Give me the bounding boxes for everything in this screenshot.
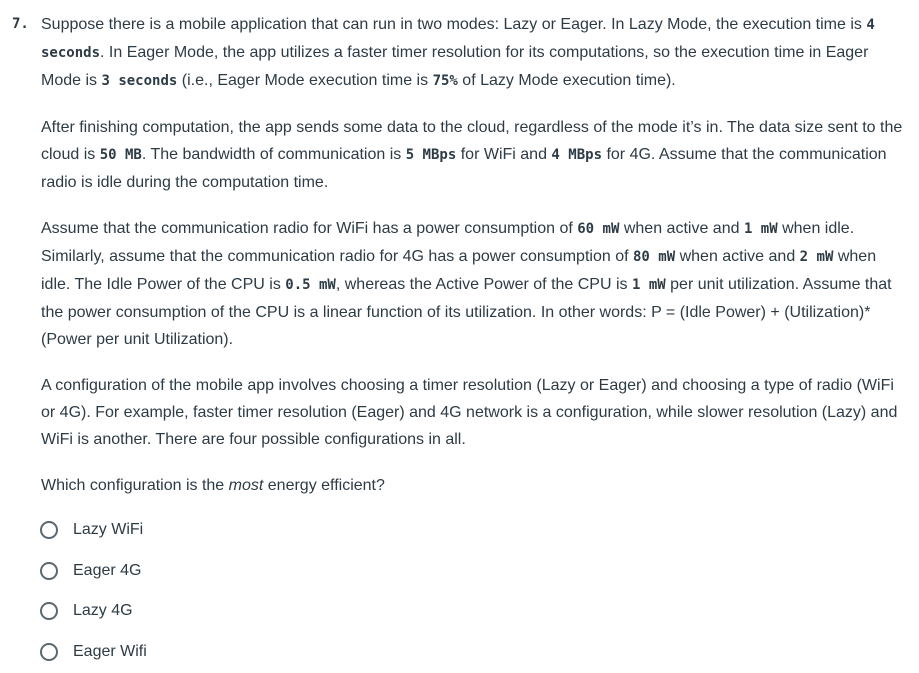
text-span: per unit utilization. Assume that the power consumption of the CPU is a linear function of its utilization. In other words: P = (Idle Power) + (Utilization)*(Power per unit Utilization). <box>41 276 892 348</box>
text-span: when active and <box>619 220 744 237</box>
question-prompt <box>41 472 903 499</box>
text-span: After finishing computation, the app sends some data to the cloud, regardless of the mode it’s in. The data size sent to the cloud is <box>41 119 903 163</box>
radio-button-icon[interactable] <box>40 602 58 620</box>
question-number: 7. <box>12 16 29 32</box>
question-text <box>41 11 903 499</box>
bold-value: 80 mW <box>632 249 676 265</box>
text-span: when idle. The Idle Power of the CPU is <box>41 248 877 293</box>
text-span: when idle. Similarly, assume that the communication radio for 4G has a power consumption of <box>41 220 855 265</box>
text-span: Suppose there is a mobile application that can run in two modes: Lazy or Eager. In Lazy Mode, the execution time is <box>41 16 867 33</box>
bold-value: 75% <box>432 73 458 89</box>
text-span: when active and <box>675 248 800 265</box>
bold-value: 4 seconds <box>41 17 875 61</box>
bold-value: 4 MBps <box>551 147 602 163</box>
answer-option-lazy-4g[interactable] <box>40 591 147 632</box>
question-paragraph-3 <box>41 215 903 353</box>
answer-option-lazy-wifi[interactable] <box>40 510 147 551</box>
text-span: Assume that the communication radio for WiFi has a power consumption of <box>41 220 578 237</box>
bold-value: 3 seconds <box>101 73 178 89</box>
text-span: Which configuration is the <box>41 477 229 494</box>
question-paragraph-2 <box>41 114 903 196</box>
text-span: energy efficient? <box>263 477 385 494</box>
answer-option-eager-wifi[interactable] <box>40 632 147 673</box>
text-span: (i.e., Eager Mode execution time is <box>177 72 433 89</box>
answer-label[interactable]: Eager 4G <box>73 561 142 579</box>
bold-value: 60 mW <box>577 221 620 237</box>
question-paragraph-4: A configuration of the mobile app involves choosing a timer resolution (Lazy or Eager) and choosing a type of radio (WiFi or 4G). For example, faster timer resolution (Eager) and 4G network is a configuration, while slower resolution (Lazy) and WiFi is another. There are four possible configurations in all. <box>41 377 898 448</box>
radio-button-icon[interactable] <box>40 562 58 580</box>
bold-value: 0.5 mW <box>285 277 336 293</box>
bold-value: 1 mW <box>743 221 778 237</box>
answer-label[interactable]: Lazy 4G <box>73 602 133 620</box>
bold-value: 2 mW <box>799 249 834 265</box>
answer-label[interactable]: Eager Wifi <box>73 642 147 660</box>
emphasis-most: most <box>228 477 264 494</box>
answer-options <box>40 510 147 672</box>
text-span: . The bandwidth of communication is <box>141 146 406 163</box>
text-span: , whereas the Active Power of the CPU is <box>335 276 632 293</box>
radio-button-icon[interactable] <box>40 643 58 661</box>
text-span: for 4G. Assume that the communication radio is idle during the computation time. <box>41 146 887 191</box>
answer-option-eager-4g[interactable] <box>40 551 147 592</box>
bold-value: 50 MB <box>99 147 142 163</box>
bold-value: 1 mW <box>631 277 666 293</box>
text-span: of Lazy Mode execution time). <box>457 72 676 89</box>
text-span: . In Eager Mode, the app utilizes a faster timer resolution for its computations, so the execution time in Eager Mode is <box>41 44 869 89</box>
radio-button-icon[interactable] <box>40 521 58 539</box>
question-paragraph-1 <box>41 11 903 95</box>
answer-label[interactable]: Lazy WiFi <box>73 521 144 539</box>
bold-value: 5 MBps <box>405 147 457 163</box>
text-span: for WiFi and <box>456 146 552 163</box>
